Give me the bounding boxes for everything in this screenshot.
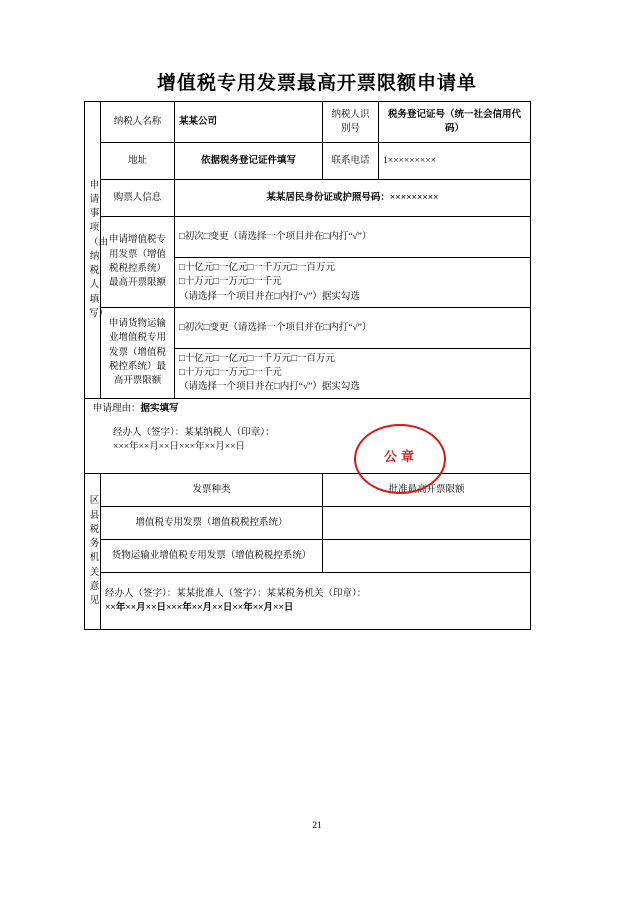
seal-text: 公章 xyxy=(383,449,418,464)
transport-invoice-first-or-change[interactable]: □初次□变更（请选择一个项目并在□内打“√”） xyxy=(175,307,531,348)
table-row xyxy=(85,398,531,473)
page-number: 21 xyxy=(312,820,322,830)
label-address: 地址 xyxy=(101,143,175,180)
transport-invoice-note: （请选择一个项目并在□内打“√”）据实勾选 xyxy=(179,382,360,393)
authority-row-limit-1[interactable] xyxy=(323,539,531,572)
applicant-signature-block xyxy=(89,416,526,470)
transport-invoice-limits-line2[interactable]: □十万元□一万元□一千元 xyxy=(179,368,282,378)
section-label-applicant: 申请事项（由纳税人填写） xyxy=(85,102,101,399)
application-form-table xyxy=(84,101,531,630)
authority-row-type-1: 货物运输业增值税专用发票（增值税税控系统） xyxy=(101,539,323,572)
table-row xyxy=(85,307,531,348)
table-row xyxy=(85,539,531,572)
value-taxpayer-name[interactable]: 某某公司 xyxy=(175,102,323,143)
table-row xyxy=(85,473,531,506)
label-taxpayer-id: 纳税人识别号 xyxy=(323,102,379,143)
special-invoice-limits-line1[interactable]: □十亿元□一亿元□一千万元□一百万元 xyxy=(179,263,335,273)
authority-row-type-0: 增值税专用发票（增值税税控系统） xyxy=(101,506,323,539)
label-tax-registration-no: 税务登记证号（统一社会信用代码） xyxy=(379,102,531,143)
authority-signature-block xyxy=(101,572,531,629)
special-invoice-note: （请选择一个项目并在□内打“√”）据实勾选 xyxy=(179,291,360,302)
transport-invoice-limit-options[interactable] xyxy=(175,348,531,398)
special-invoice-first-or-change[interactable]: □初次□变更（请选择一个项目并在□内打“√”） xyxy=(175,217,531,258)
authority-row-limit-0[interactable] xyxy=(323,506,531,539)
label-phone: 联系电话 xyxy=(323,143,379,180)
section-label-tax-authority: 区县税务机关意见 xyxy=(85,473,101,629)
value-address[interactable]: 依据税务登记证件填写 xyxy=(175,143,323,180)
special-invoice-limits-line2[interactable]: □十万元□一万元□一千元 xyxy=(179,277,282,288)
label-transport-invoice-limit: 申请货物运输业增值税专用发票（增值税税控系统）最高开票限额 xyxy=(101,307,175,398)
table-row xyxy=(85,180,531,217)
table-row xyxy=(85,102,531,143)
authority-signature-line[interactable]: 经办人（签字）：某某批准人（签字）：某某税务机关（印章）： xyxy=(105,588,367,599)
applicant-date-line[interactable]: ×××年××月××日×××年××月××日 xyxy=(113,442,246,452)
label-taxpayer-name: 纳税人名称 xyxy=(101,102,175,143)
label-special-invoice-limit: 申请增值税专用发票（增值税税控系统）最高开票限额 xyxy=(101,217,175,308)
label-buyer-info: 购票人信息 xyxy=(101,180,175,217)
header-invoice-type: 发票种类 xyxy=(101,473,323,506)
value-phone[interactable]: 1××××××××× xyxy=(379,143,531,180)
table-row xyxy=(85,572,531,629)
application-reason-cell xyxy=(85,398,531,473)
transport-invoice-limits-line1[interactable]: □十亿元□一亿元□一千万元□一百万元 xyxy=(179,353,335,364)
value-application-reason[interactable]: 据实填写 xyxy=(140,403,179,414)
value-buyer-info[interactable]: 某某居民身份证或护照号码：××××××××× xyxy=(175,180,531,217)
applicant-signature-line[interactable]: 经办人（签字）：某某纳税人（印章）： xyxy=(113,427,275,438)
label-application-reason: 申请理由： xyxy=(93,403,141,414)
table-row xyxy=(85,143,531,180)
authority-date-line[interactable]: ××年××月××日×××年××月××日××年××月××日 xyxy=(105,602,294,613)
header-approved-limit: 批准最高开票限额 xyxy=(323,473,531,506)
table-row xyxy=(85,217,531,258)
special-invoice-limit-options[interactable] xyxy=(175,258,531,308)
table-row xyxy=(85,506,531,539)
page-title: 增值税专用发票最高开票限额申请单 xyxy=(156,73,477,94)
